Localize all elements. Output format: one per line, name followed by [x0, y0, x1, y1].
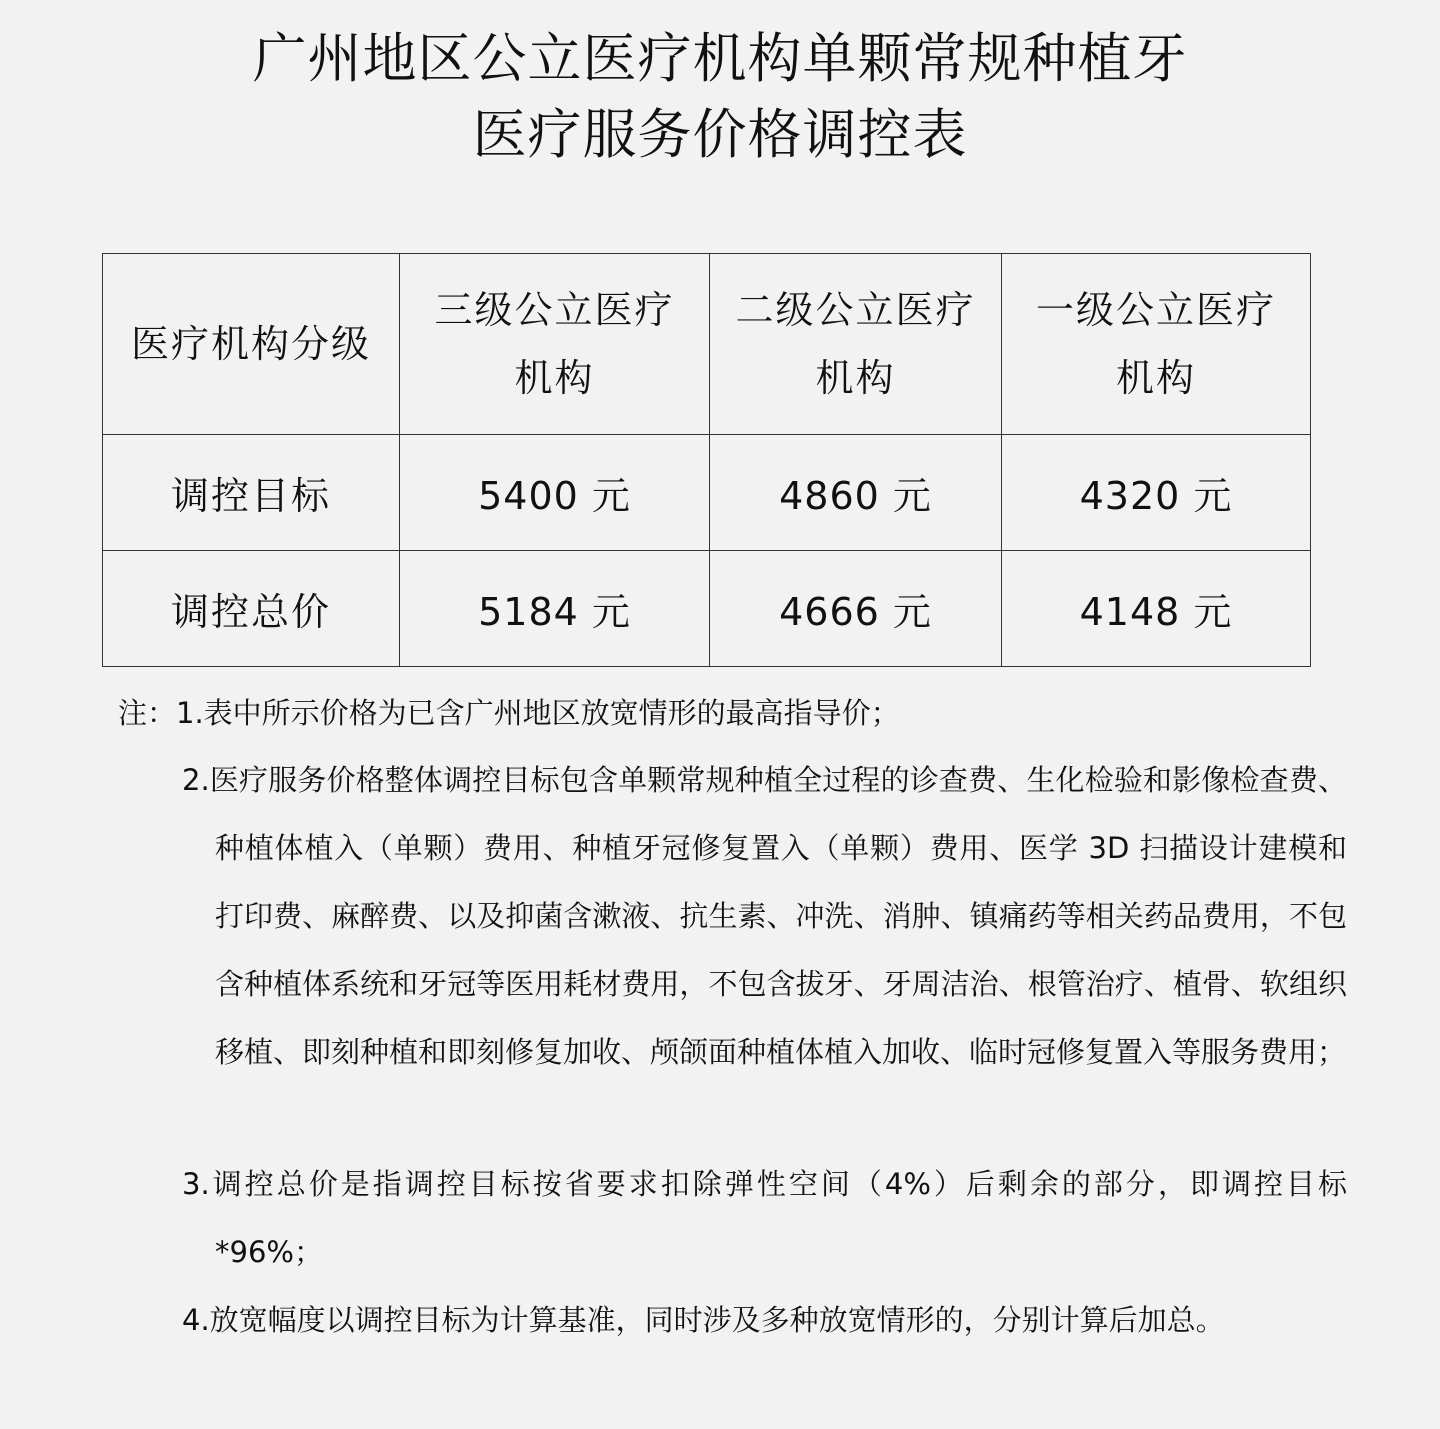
header-label: 三级公立医疗机构: [434, 288, 675, 400]
note-item-3: 3.调控总价是指调控目标按省要求扣除弹性空间（4%）后剩余的部分，即调控目标*96%；: [182, 1167, 1347, 1269]
note-text: 1.表中所示价格为已含广州地区放宽情形的最高指导价；: [176, 696, 900, 730]
note-item-1: [118, 690, 900, 736]
price-cell: [1002, 551, 1311, 667]
price-value: 4666 元: [779, 590, 932, 634]
header-cell-tier-3: [400, 254, 710, 435]
price-value: 4148 元: [1079, 590, 1233, 634]
price-cell: [1002, 435, 1311, 551]
page-title-line-1: 广州地区公立医疗机构单颗常规种植牙: [252, 27, 1188, 90]
price-value: 4320 元: [1079, 474, 1233, 518]
table-header-row: [103, 254, 1311, 435]
price-cell: [400, 435, 710, 551]
row-label: 调控总价: [170, 590, 331, 634]
page-title-line-2: 医疗服务价格调控表: [472, 103, 968, 166]
price-control-table: [102, 253, 1311, 667]
row-label-cell: [103, 435, 400, 551]
header-label: 一级公立医疗机构: [1035, 288, 1276, 400]
table-row-target: [103, 435, 1311, 551]
price-value: 5400 元: [478, 474, 631, 518]
header-label: 医疗机构分级: [130, 322, 371, 366]
price-cell: [710, 551, 1002, 667]
header-cell-tier-1: [1002, 254, 1311, 435]
price-value: 4860 元: [779, 474, 932, 518]
price-cell: [400, 551, 710, 667]
row-label-cell: [103, 551, 400, 667]
header-cell-institution-grade: [103, 254, 400, 435]
price-cell: [710, 435, 1002, 551]
row-label: 调控目标: [170, 474, 331, 518]
header-label: 二级公立医疗机构: [735, 288, 976, 400]
header-cell-tier-2: [710, 254, 1002, 435]
note-item-2: 2.医疗服务价格整体调控目标包含单颗常规种植全过程的诊查费、生化检验和影像检查费、种植体植入（单颗）费用、种植牙冠修复置入（单颗）费用、医学 3D 扫描设计建模和打印费、麻醉费、以及抑菌含漱液、抗生素、冲洗、消肿、镇痛药等相关药品费用，不包含种植体系统和牙冠等医用耗材费用，不包含拔牙、牙周洁治、根管治疗、植骨、软组织移植、即刻种植和即刻修复加收、颅颌面种植体植入加收、临时冠修复置入等服务费用；: [182, 763, 1347, 1069]
notes-prefix: 注：: [118, 696, 177, 730]
table-row-total: [103, 551, 1311, 667]
price-value: 5184 元: [478, 590, 631, 634]
note-item-4: 4.放宽幅度以调控目标为计算基准，同时涉及多种放宽情形的，分别计算后加总。: [182, 1303, 1225, 1337]
